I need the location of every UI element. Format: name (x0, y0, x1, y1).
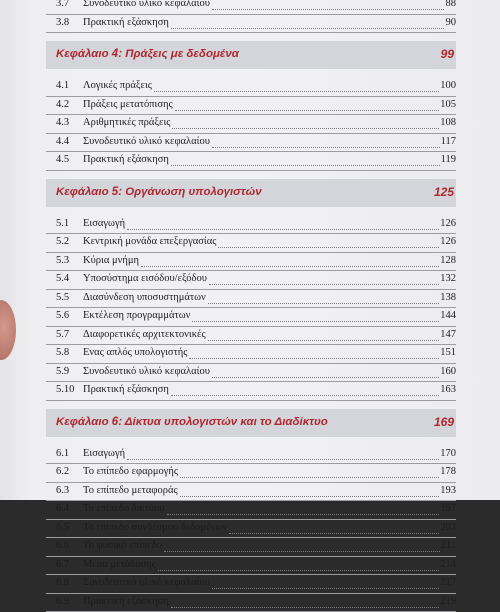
entry-title: Πρακτική εξάσκηση (83, 384, 169, 395)
dot-leader (127, 228, 439, 230)
dot-leader (192, 320, 439, 322)
dot-leader (208, 302, 439, 304)
entry-title: Το επίπεδο συνδέσμου δεδομένων (83, 521, 227, 533)
dot-leader (212, 8, 444, 10)
toc-entry[interactable] (0, 0, 500, 14)
toc-entry[interactable] (0, 216, 500, 234)
entry-number: 5.8 (56, 347, 70, 358)
dot-leader (212, 146, 440, 148)
entry-number: 5.10 (56, 384, 75, 395)
entry-page: 193 (440, 484, 456, 496)
entry-number: 6.9 (56, 595, 70, 607)
entry-number: 6.8 (56, 577, 70, 588)
dot-leader (171, 164, 440, 166)
toc-entry[interactable] (0, 464, 500, 482)
entry-number: 5.9 (56, 365, 70, 377)
entry-page: 163 (440, 384, 456, 395)
entry-page: 108 (440, 117, 456, 128)
entry-number: 4.5 (56, 154, 70, 165)
entry-page: 126 (440, 236, 456, 247)
toc-entry[interactable] (0, 97, 500, 115)
entry-page: 138 (440, 291, 456, 303)
entry-number: 6.2 (56, 466, 70, 477)
entry-number: 5.2 (56, 236, 70, 247)
entry-page: 160 (440, 365, 456, 377)
toc-entry[interactable] (0, 446, 500, 464)
entry-number: 4.2 (56, 98, 70, 110)
entry-number: 4.1 (56, 80, 70, 91)
dot-leader (171, 27, 444, 29)
dot-leader (158, 569, 439, 571)
toc-entry[interactable] (0, 501, 500, 519)
entry-page: 211 (440, 540, 456, 551)
entry-number: 3.7 (56, 0, 70, 9)
entry-page: 100 (440, 80, 456, 91)
row-separator (46, 400, 456, 401)
toc-entry[interactable] (0, 152, 500, 170)
entry-page: 214 (440, 558, 456, 570)
entry-page: 144 (440, 310, 456, 321)
dot-leader (127, 458, 439, 460)
toc-entry[interactable] (0, 520, 500, 538)
toc-entry[interactable] (0, 253, 500, 271)
dot-leader (212, 376, 439, 378)
entry-page: 119 (440, 154, 456, 165)
entry-number: 6.6 (56, 540, 70, 551)
entry-title: Διαφορετικές αρχιτεκτονικές (83, 328, 206, 340)
entry-number: 5.4 (56, 273, 70, 284)
chapter-title: Κεφάλαιο 6: Δίκτυα υπολογιστών και το Διαδίκτυο (56, 415, 328, 428)
dot-leader (141, 265, 439, 267)
entry-title: Πρακτική εξάσκηση (83, 16, 169, 28)
entry-title: Κεντρική μονάδα επεξεργασίας (83, 236, 217, 247)
dot-leader (154, 90, 439, 92)
entry-title: Πράξεις μετατόπισης (83, 98, 173, 110)
entry-page: 105 (440, 98, 456, 110)
chapter-page: 99 (440, 47, 454, 61)
entry-title: Συνοδευτικό υλικό κεφαλαίου (83, 577, 210, 588)
entry-number: 5.1 (56, 217, 70, 229)
entry-title: Διασύνδεση υποσυστημάτων (83, 291, 206, 303)
dot-leader (218, 246, 439, 248)
toc-entry[interactable] (0, 575, 500, 593)
chapter-header[interactable] (46, 41, 456, 69)
toc-entry[interactable] (0, 308, 500, 326)
entry-title: Εισαγωγή (83, 217, 126, 229)
entry-title: Πρακτική εξάσκηση (83, 154, 169, 165)
toc-entry[interactable] (0, 364, 500, 382)
dot-leader (208, 339, 439, 341)
entry-title: Το φυσικό επίπεδο (83, 540, 162, 551)
dot-leader (189, 357, 439, 359)
dot-leader (164, 550, 440, 552)
entry-title: Μέσα μετάδοσης (83, 558, 156, 570)
dot-leader (171, 606, 439, 608)
toc-entry[interactable] (0, 115, 500, 133)
entry-title: Ενας απλός υπολογιστής (83, 347, 188, 358)
dot-leader (171, 394, 439, 396)
entry-page: 90 (445, 16, 456, 28)
toc-entry[interactable] (0, 271, 500, 289)
toc-entry[interactable] (0, 327, 500, 345)
toc-entry[interactable] (0, 15, 500, 33)
toc-entry[interactable] (0, 538, 500, 556)
chapter-page: 125 (433, 184, 454, 199)
dot-leader (175, 109, 439, 111)
entry-title: Το επίπεδο μεταφοράς (83, 484, 178, 496)
toc-entry[interactable] (0, 483, 500, 501)
entry-page: 128 (440, 254, 456, 266)
entry-page: 147 (440, 328, 456, 340)
toc-entry[interactable] (0, 557, 500, 575)
entry-page: 117 (440, 135, 456, 147)
entry-title: Εισαγωγή (83, 447, 126, 459)
dot-leader (172, 127, 439, 129)
entry-title: Υποσύστημα εισόδου/εξόδου (83, 273, 207, 284)
entry-number: 6.4 (56, 503, 70, 514)
entry-number: 6.7 (56, 558, 70, 570)
dot-leader (180, 495, 439, 497)
entry-page: 178 (440, 466, 456, 477)
entry-number: 3.8 (56, 16, 70, 28)
entry-title: Το επίπεδο εφαρμογής (83, 466, 179, 477)
toc-entry[interactable] (0, 345, 500, 363)
entry-number: 5.7 (56, 328, 70, 340)
entry-title: Εκτέλεση προγραμμάτων (83, 310, 191, 321)
entry-number: 6.3 (56, 484, 70, 496)
chapter-page: 169 (433, 414, 454, 429)
entry-number: 4.4 (56, 135, 70, 147)
dot-leader (229, 532, 439, 534)
toc-entry[interactable] (0, 290, 500, 308)
dot-leader (167, 513, 439, 515)
entry-title: Αριθμητικές πράξεις (83, 117, 171, 128)
toc-entry[interactable] (0, 594, 500, 612)
entry-title: Λογικές πράξεις (83, 80, 152, 91)
entry-number: 5.3 (56, 254, 70, 266)
chapter-title: Κεφάλαιο 4: Πράξεις με δεδομένα (56, 48, 239, 60)
chapter-header[interactable] (46, 179, 456, 207)
toc-entry[interactable] (0, 382, 500, 400)
dot-leader (209, 283, 439, 285)
entry-number: 4.3 (56, 117, 70, 128)
toc-entry[interactable] (0, 78, 500, 96)
entry-title: Συνοδευτικό υλικό κεφαλαίου (83, 135, 210, 147)
entry-title: Το επίπεδο δικτύου (83, 503, 165, 514)
entry-page: 126 (440, 217, 456, 229)
toc-entry[interactable] (0, 234, 500, 252)
entry-number: 5.5 (56, 291, 70, 303)
entry-number: 5.6 (56, 310, 70, 321)
entry-page: 203 (440, 521, 456, 533)
entry-page: 197 (440, 503, 456, 514)
entry-page: 151 (440, 347, 456, 358)
entry-title: Πρακτική εξάσκηση (83, 595, 169, 607)
entry-page: 88 (445, 0, 456, 9)
dot-leader (212, 587, 439, 589)
row-separator (46, 32, 456, 33)
entry-page: 170 (440, 447, 456, 459)
entry-number: 6.1 (56, 447, 70, 459)
entry-number: 6.5 (56, 521, 70, 533)
chapter-title: Κεφάλαιο 5: Οργάνωση υπολογιστών (56, 185, 262, 198)
chapter-header[interactable] (46, 409, 456, 437)
row-separator (46, 170, 456, 171)
entry-title: Κύρια μνήμη (83, 254, 139, 266)
entry-title: Συνοδευτικό υλικό κεφαλαίου (83, 365, 210, 377)
entry-page: 217 (440, 577, 456, 588)
entry-page: 219 (440, 595, 456, 607)
dot-leader (180, 476, 439, 478)
toc-entry[interactable] (0, 134, 500, 152)
entry-title: Συνοδευτικό υλικό κεφαλαίου (83, 0, 210, 9)
entry-page: 132 (440, 273, 456, 284)
